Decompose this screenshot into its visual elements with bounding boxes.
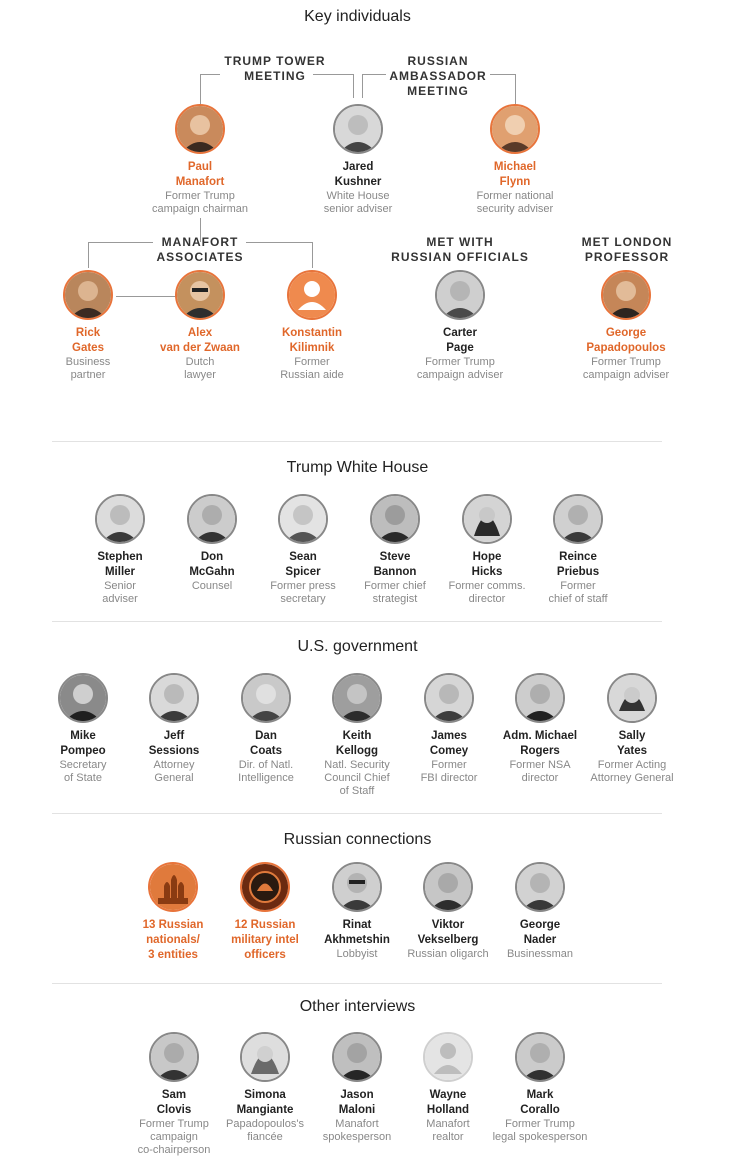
person-role: Former FBI director	[420, 759, 478, 784]
person-name: Sally Yates	[616, 730, 648, 757]
person-name: Don McGahn	[189, 551, 235, 578]
person-name: Viktor Vekselberg	[417, 919, 479, 946]
stephen-miller-photo	[95, 494, 145, 544]
person-name: Keith Kellogg	[335, 730, 379, 757]
connector-line	[88, 242, 89, 268]
person-name: Jeff Sessions	[148, 730, 200, 757]
james-comey-photo	[424, 673, 474, 723]
rinat-akhmetshin-photo	[332, 862, 382, 912]
mark-corallo-photo	[515, 1032, 565, 1082]
kremlin-icon	[148, 862, 198, 912]
rick-gates-photo	[63, 270, 113, 320]
person-name: Simona Mangiante	[236, 1089, 294, 1116]
keith-kellogg-photo	[332, 673, 382, 723]
person-name: Sean Spicer	[285, 551, 321, 578]
section-divider	[52, 621, 662, 622]
person-konstantin-kilimnik[interactable]	[257, 270, 367, 382]
person-name: George Papadopoulos	[586, 327, 666, 354]
person-name: Stephen Miller	[97, 551, 143, 578]
person-role: Lobbyist	[336, 948, 378, 960]
met-london-professor-label: MET LONDON PROFESSOR	[581, 235, 673, 264]
person-role: Dutch lawyer	[184, 356, 216, 381]
person-sally-yates[interactable]	[577, 673, 687, 785]
person-role: Dir. of Natl. Intelligence	[238, 759, 294, 784]
person-name: Carter Page	[443, 327, 477, 354]
person-name: Sam Clovis	[156, 1089, 192, 1116]
person-role: Business partner	[65, 356, 111, 381]
person-role: Former Trump campaign co-chairperson	[137, 1118, 211, 1156]
steve-bannon-photo	[370, 494, 420, 544]
person-mark-corallo[interactable]	[485, 1032, 595, 1144]
person-michael-flynn[interactable]	[460, 104, 570, 216]
jason-maloni-photo	[332, 1032, 382, 1082]
person-role: Former Acting Attorney General	[590, 759, 674, 784]
section-divider	[52, 441, 662, 442]
hope-hicks-photo	[462, 494, 512, 544]
section-divider	[52, 983, 662, 984]
us-government-title: U.S. government	[297, 638, 418, 655]
russian-connections-title: Russian connections	[283, 831, 432, 848]
sean-spicer-photo	[278, 494, 328, 544]
person-name: Jason Maloni	[338, 1089, 376, 1116]
person-role: Former press secretary	[270, 580, 336, 605]
viktor-vekselberg-photo	[423, 862, 473, 912]
person-role: Attorney General	[153, 759, 195, 784]
person-name: 13 Russian nationals/ 3 entities	[142, 919, 204, 961]
trump-tower-meeting-label: TRUMP TOWER MEETING	[224, 54, 326, 83]
person-role: Former Trump legal spokesperson	[492, 1118, 588, 1143]
person-role: Russian oligarch	[407, 948, 489, 960]
person-name: James Comey	[429, 730, 469, 757]
person-paul-manafort[interactable]	[145, 104, 255, 216]
person-george-nader[interactable]	[485, 862, 595, 961]
person-role: Former NSA director	[509, 759, 571, 784]
jared-kushner-photo	[333, 104, 383, 154]
person-name: George Nader	[519, 919, 561, 946]
person-name: 12 Russian military intel officers	[231, 919, 299, 961]
carter-page-photo	[435, 270, 485, 320]
person-name: Steve Bannon	[373, 551, 417, 578]
gru-emblem-icon	[240, 862, 290, 912]
person-role: Counsel	[191, 580, 233, 592]
george-nader-photo	[515, 862, 565, 912]
person-name: Mark Corallo	[520, 1089, 560, 1116]
person-name: Dan Coats	[250, 730, 282, 757]
simona-mangiante-photo	[240, 1032, 290, 1082]
person-name: Adm. Michael Rogers	[502, 730, 578, 757]
person-carter-page[interactable]	[405, 270, 515, 382]
george-papadopoulos-photo	[601, 270, 651, 320]
section-divider	[52, 813, 662, 814]
person-name: Michael Flynn	[493, 161, 537, 188]
person-role: Senior adviser	[102, 580, 138, 605]
jeff-sessions-photo	[149, 673, 199, 723]
person-name: Wayne Holland	[426, 1089, 470, 1116]
person-role: Former chief strategist	[364, 580, 426, 605]
sam-clovis-photo	[149, 1032, 199, 1082]
other-interviews-title: Other interviews	[299, 998, 416, 1015]
person-name: Paul Manafort	[175, 161, 225, 188]
person-role: Manafort spokesperson	[322, 1118, 392, 1143]
trump-white-house-title: Trump White House	[286, 459, 429, 476]
person-name: Reince Priebus	[556, 551, 600, 578]
person-placeholder-icon	[287, 270, 337, 320]
key-individuals-title: Key individuals	[304, 8, 411, 25]
person-role: Manafort realtor	[426, 1118, 470, 1143]
person-role: Former Trump campaign adviser	[416, 356, 504, 381]
person-alex-van-der-zwaan[interactable]	[145, 270, 255, 382]
person-role: Former Trump campaign adviser	[582, 356, 670, 381]
alex-van-der-zwaan-photo	[175, 270, 225, 320]
don-mcgahn-photo	[187, 494, 237, 544]
sally-yates-photo	[607, 673, 657, 723]
person-reince-priebus[interactable]	[523, 494, 633, 606]
person-name: Jared Kushner	[334, 161, 382, 188]
paul-manafort-photo	[175, 104, 225, 154]
manafort-associates-label: MANAFORT ASSOCIATES	[156, 235, 244, 264]
person-name: Konstantin Kilimnik	[281, 327, 343, 354]
person-role: Former Russian aide	[280, 356, 344, 381]
person-role: Former national security adviser	[476, 190, 554, 215]
mike-pompeo-photo	[58, 673, 108, 723]
person-george-papadopoulos[interactable]	[571, 270, 681, 382]
connector-line	[312, 242, 313, 268]
russian-ambassador-meeting-label: RUSSIAN AMBASSADOR MEETING	[389, 54, 487, 98]
person-role: Businessman	[506, 948, 574, 960]
person-name: Hope Hicks	[471, 551, 503, 578]
person-role: Former comms. director	[448, 580, 526, 605]
person-role: White House senior adviser	[323, 190, 393, 215]
person-placeholder-icon	[423, 1032, 473, 1082]
person-role: Papadopoulos's fiancée	[226, 1118, 304, 1143]
michael-rogers-photo	[515, 673, 565, 723]
dan-coats-photo	[241, 673, 291, 723]
person-role: Former Trump campaign chairman	[152, 190, 248, 215]
met-russian-officials-label: MET WITH RUSSIAN OFFICIALS	[391, 235, 529, 264]
person-name: Mike Pompeo	[60, 730, 106, 757]
person-name: Alex van der Zwaan	[160, 327, 240, 354]
person-role: Natl. Security Council Chief of Staff	[324, 759, 390, 797]
person-rick-gates[interactable]	[33, 270, 143, 382]
michael-flynn-photo	[490, 104, 540, 154]
person-name: Rick Gates	[72, 327, 104, 354]
person-name: Rinat Akhmetshin	[324, 919, 390, 946]
reince-priebus-photo	[553, 494, 603, 544]
person-role: Former chief of staff	[548, 580, 608, 605]
person-role: Secretary of State	[59, 759, 107, 784]
person-jared-kushner[interactable]	[303, 104, 413, 216]
